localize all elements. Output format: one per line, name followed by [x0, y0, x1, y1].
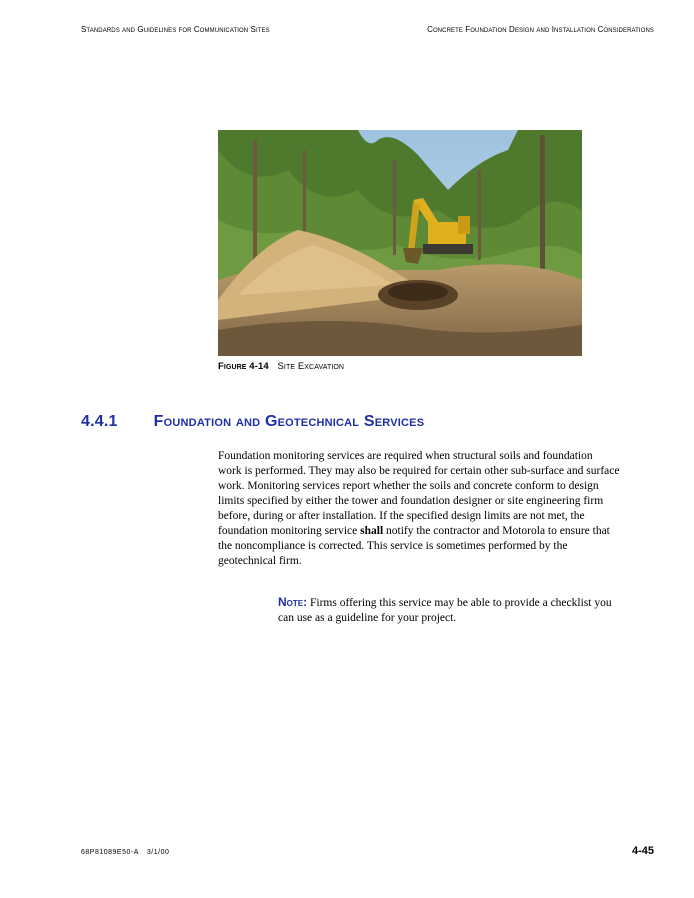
- paragraph-line: the noncompliance is corrected. This service is sometimes performed by the: [218, 540, 568, 552]
- page-number: 4-45: [631, 845, 654, 857]
- note-line: [278, 595, 658, 611]
- body-paragraph: [218, 449, 654, 569]
- note-label: Note:: [278, 595, 308, 609]
- running-header: [81, 25, 654, 39]
- section-heading: [81, 413, 641, 431]
- header-chapter-title: Concrete Foundation Design and Installation Considerations: [427, 25, 654, 34]
- emphasis-shall: shall: [360, 525, 384, 537]
- footer-document-info: [81, 849, 169, 856]
- paragraph-line: geotechnical firm.: [218, 555, 302, 567]
- paragraph-segment: foundation monitoring service: [218, 525, 361, 537]
- site-excavation-photo: [218, 130, 582, 356]
- document-number: 68P81089E50-A: [81, 849, 139, 856]
- section-title: Foundation and Geotechnical Services: [153, 413, 425, 430]
- note-text: Firms offering this service may be able to provide a checklist you: [307, 597, 612, 609]
- header-document-title: Standards and Guidelines for Communication Sites: [81, 25, 270, 34]
- paragraph-segment: notify the contractor and Motorola to ensure that: [383, 525, 610, 537]
- note-block: [278, 595, 658, 626]
- figure-caption-text: Site Excavation: [277, 361, 345, 372]
- document-date: 3/1/00: [146, 849, 170, 856]
- paragraph-line: Foundation monitoring services are required when structural soils and foundation: [218, 450, 593, 462]
- paragraph-line: work is performed. They may also be required for certain other sub-surface and surface: [218, 465, 620, 477]
- paragraph-line: limits specified by either the tower and foundation designer or site engineering firm: [218, 495, 604, 507]
- paragraph-line: work. Monitoring services report whether the soils and concrete conform to design: [218, 480, 599, 492]
- note-line: can use as a guideline for your project.: [278, 612, 457, 624]
- section-number: 4.4.1: [81, 413, 118, 430]
- figure-number: Figure 4-14: [218, 361, 269, 372]
- figure-caption: [218, 361, 344, 372]
- paragraph-line: [218, 524, 654, 539]
- paragraph-line: before, during or after installation. If the specified design limits are not met, the: [218, 510, 585, 522]
